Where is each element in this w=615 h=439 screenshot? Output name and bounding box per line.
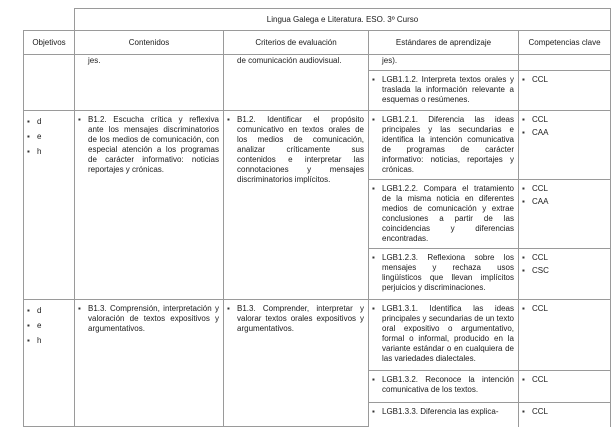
bullet-icon: ▪ [372, 184, 375, 193]
title-spacer [24, 9, 75, 31]
competencias-lgb131 [519, 300, 611, 371]
competencia-item: ▪ CAA [522, 197, 549, 206]
competencia-item: ▪ CCL [522, 407, 549, 416]
bullet-icon: ▪ [522, 197, 525, 206]
header-objetivos: Objetivos [24, 31, 75, 55]
estandar-lgb121: ▪ LGB1.2.1. Diferencia las ideas principales y las secundarias e identifica la intención comunicativa de programas de carácter informativo: noticias, reportajes y crónicas. [369, 111, 519, 180]
objetivo-item: ▪ d [27, 114, 74, 129]
contenido-b12: ▪ B1.2. Escucha crítica y reflexiva ante los mensajes discriminatorios de los medios de comunicación, con especial atención a los programas de carácter informativo: noticias reportajes y crónicas. [75, 111, 224, 300]
bullet-icon: ▪ [27, 147, 30, 156]
objetivos-b13 [24, 300, 75, 427]
objetivo-item: ▪ h [27, 144, 74, 159]
bullet-icon: ▪ [522, 184, 525, 193]
table-title: Lingua Galega e Literatura. ESO. 3º Curso [75, 9, 611, 31]
objetivo-item: ▪ d [27, 303, 74, 318]
competencia-item: ▪ CCL [522, 75, 549, 84]
header-contenidos: Contenidos [75, 31, 224, 55]
bullet-icon: ▪ [227, 115, 230, 124]
estandar-lgb122: ▪ LGB1.2.2. Compara el tratamiento de la misma noticia en diferentes medios de comunicación y extrae conclusiones a partir de las coincidencias y diferencias encontradas. [369, 180, 519, 249]
estandar-lgb123: ▪ LGB1.2.3. Reflexiona sobre los mensajes y rechaza usos lingüísticos que llevan implícitos perjuicios y discriminaciones. [369, 249, 519, 300]
competencia-item: ▪ CCL [522, 184, 549, 193]
estandar-lgb132: ▪ LGB1.3.2. Reconoce la intención comunicativa de los textos. [369, 371, 519, 403]
competencias-lgb133 [519, 403, 611, 427]
bullet-icon: ▪ [372, 375, 375, 384]
cont-objetivos [24, 55, 75, 111]
bullet-icon: ▪ [522, 266, 525, 275]
curriculum-table [23, 8, 611, 427]
estandar-lgb112: ▪ LGB1.1.2. Interpreta textos orales y traslada la información relevante a esquemas o resúmenes. [369, 71, 519, 111]
cont-competencias [519, 55, 611, 71]
bullet-icon: ▪ [78, 115, 81, 124]
bullet-icon: ▪ [78, 304, 81, 313]
bullet-icon: ▪ [372, 253, 375, 262]
bullet-icon: ▪ [522, 304, 525, 313]
competencias-lgb123 [519, 249, 611, 300]
estandar-lgb133: ▪ LGB1.3.3. Diferencia las explica- [369, 403, 519, 427]
criterio-b13: ▪ B1.3. Comprender, interpretar y valorar textos orales expositivos y argumentativos. [224, 300, 369, 427]
bullet-icon: ▪ [522, 375, 525, 384]
bullet-icon: ▪ [372, 75, 375, 84]
bullet-icon: ▪ [522, 115, 525, 124]
header-criterios: Criterios de evaluación [224, 31, 369, 55]
criterio-b12: ▪ B1.2. Identificar el propósito comunicativo en textos orales de los medios de comunicación, analizar críticamente sus contenidos e interpretar las connotaciones y mensajes discriminatorios implícitos. [224, 111, 369, 300]
header-estandares: Estándares de aprendizaje [369, 31, 519, 55]
bullet-icon: ▪ [372, 407, 375, 416]
header-competencias: Competencias clave [519, 31, 611, 55]
competencias-lgb112 [519, 71, 611, 111]
competencia-item: ▪ CCL [522, 375, 549, 384]
bullet-icon: ▪ [27, 117, 30, 126]
competencia-item: ▪ CSC [522, 266, 549, 275]
competencias-lgb122 [519, 180, 611, 249]
objetivo-item: ▪ e [27, 318, 74, 333]
objetivos-b12 [24, 111, 75, 300]
competencia-item: ▪ CCL [522, 304, 549, 313]
cont-estandar: jes). [369, 55, 519, 71]
bullet-icon: ▪ [522, 407, 525, 416]
objetivo-item: ▪ e [27, 129, 74, 144]
estandar-lgb131: ▪ LGB1.3.1. Identifica las ideas principales y secundarias de un texto oral expositivo o argumentativo, formal o informal, producido en la variante estándar o en cualquiera de las variedades dialectales. [369, 300, 519, 371]
competencias-lgb121 [519, 111, 611, 180]
cont-criterios: de comunicación audiovisual. [224, 55, 369, 111]
bullet-icon: ▪ [27, 321, 30, 330]
cont-contenidos: jes. [75, 55, 224, 111]
bullet-icon: ▪ [27, 336, 30, 345]
bullet-icon: ▪ [372, 115, 375, 124]
bullet-icon: ▪ [27, 132, 30, 141]
bullet-icon: ▪ [372, 304, 375, 313]
objetivo-item: ▪ h [27, 333, 74, 348]
competencia-item: ▪ CAA [522, 128, 549, 137]
competencia-item: ▪ CCL [522, 253, 549, 262]
bullet-icon: ▪ [27, 306, 30, 315]
competencias-lgb132 [519, 371, 611, 403]
competencia-item: ▪ CCL [522, 115, 549, 124]
contenido-b13: ▪ B1.3. Comprensión, interpretación y valoración de textos expositivos y argumentativos. [75, 300, 224, 427]
bullet-icon: ▪ [522, 128, 525, 137]
bullet-icon: ▪ [227, 304, 230, 313]
bullet-icon: ▪ [522, 75, 525, 84]
bullet-icon: ▪ [522, 253, 525, 262]
